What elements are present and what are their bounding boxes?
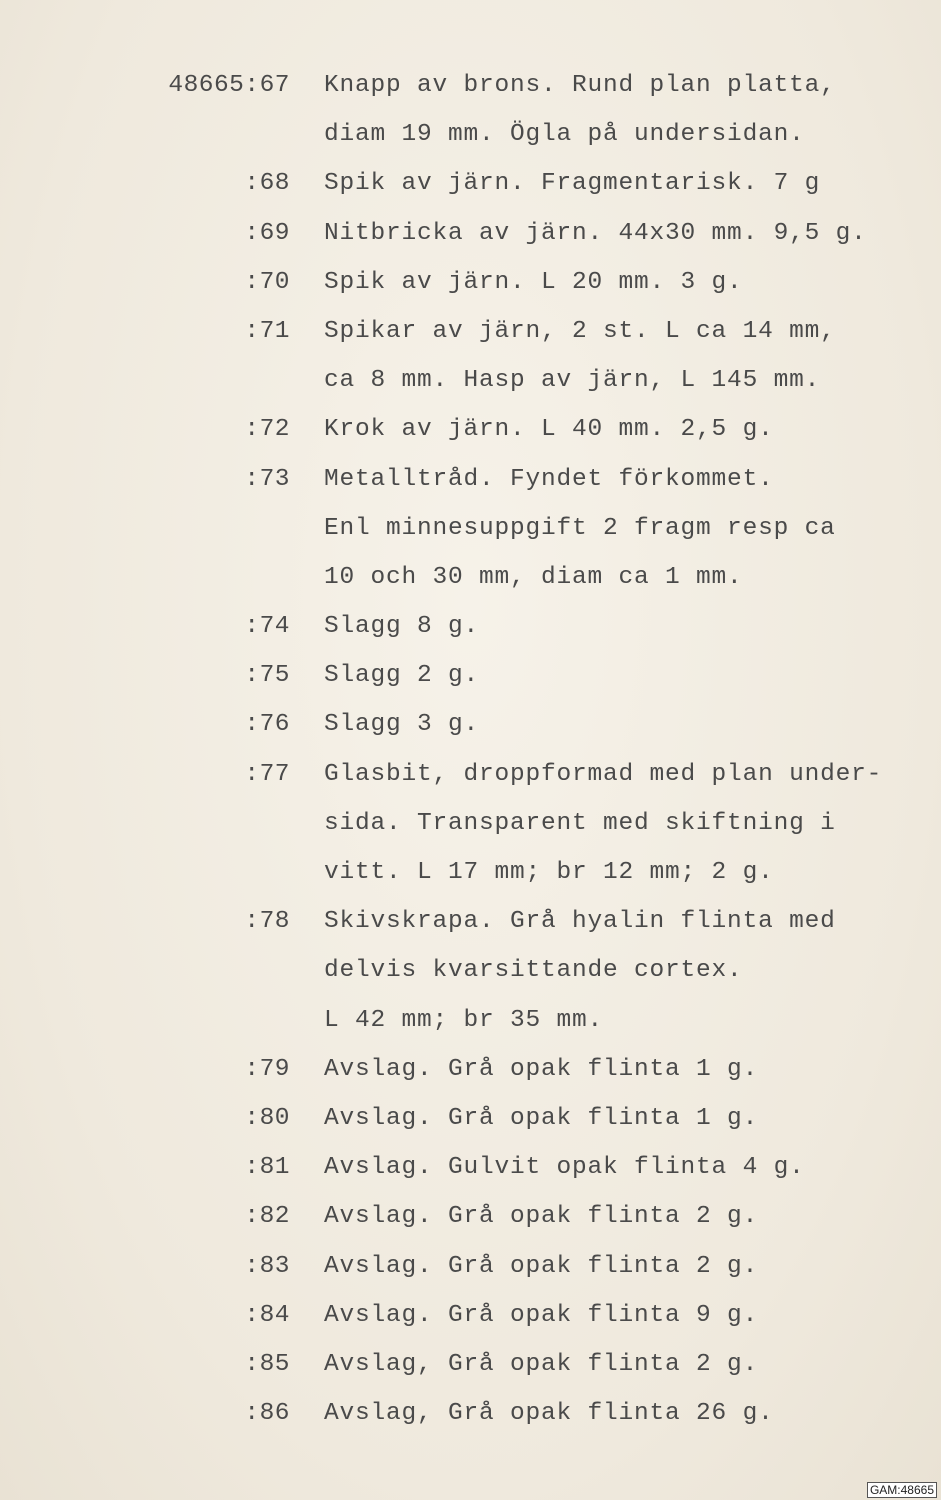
entry-text: Knapp av brons. Rund plan platta, [324, 72, 836, 99]
catalog-entries [0, 68, 941, 1445]
entry-number: :82 [244, 1203, 290, 1231]
entry-row [0, 1150, 941, 1199]
entry-text: delvis kvarsittande cortex. [324, 957, 743, 985]
entry-number: :70 [244, 268, 290, 296]
archive-stamp: GAM:48665 [867, 1482, 937, 1498]
entry-text: L 42 mm; br 35 mm. [324, 1006, 604, 1034]
entry-text: Metalltråd. Fyndet förkommet. [324, 465, 774, 493]
entry-row [0, 412, 941, 461]
entry-text: Avslag. Grå opak flinta 2 g. [324, 1252, 759, 1280]
entry-text: Avslag, Grå opak flinta 26 g. [324, 1400, 774, 1428]
entry-continuation-row [0, 560, 941, 609]
entry-number: :83 [244, 1252, 290, 1280]
entry-text: Glasbit, droppformad med plan under- [324, 760, 883, 788]
entry-number: :71 [244, 317, 290, 345]
entry-number: :69 [244, 219, 290, 247]
entry-text: Slagg 2 g. [324, 662, 480, 690]
entry-continuation-row [0, 855, 941, 904]
entry-row [0, 609, 941, 658]
entry-number: :80 [244, 1104, 290, 1132]
entry-number: :85 [244, 1350, 290, 1378]
entry-row [0, 904, 941, 953]
entry-text: Avslag. Grå opak flinta 2 g. [324, 1203, 759, 1231]
entry-row [0, 1396, 941, 1445]
entry-number: :73 [244, 465, 290, 493]
entry-number: :75 [244, 662, 290, 690]
entry-row [0, 757, 941, 806]
entry-text: ca 8 mm. Hasp av järn, L 145 mm. [324, 367, 821, 395]
entry-text: Spik av järn. L 20 mm. 3 g. [324, 268, 743, 296]
entry-number: 48665:67 [168, 72, 290, 99]
entry-text: Avslag. Gulvit opak flinta 4 g. [324, 1154, 805, 1182]
entry-row [0, 1347, 941, 1396]
entry-number: :74 [244, 613, 290, 641]
entry-text: Slagg 8 g. [324, 613, 480, 641]
entry-text: 10 och 30 mm, diam ca 1 mm. [324, 563, 743, 591]
entry-text: Avslag. Grå opak flinta 1 g. [324, 1104, 759, 1132]
entry-row [0, 1052, 941, 1101]
entry-row [0, 265, 941, 314]
entry-text: Enl minnesuppgift 2 fragm resp ca [324, 514, 836, 542]
entry-row [0, 314, 941, 363]
entry-row [0, 462, 941, 511]
entry-row [0, 166, 941, 215]
entry-row [0, 1298, 941, 1347]
entry-text: Avslag. Grå opak flinta 1 g. [324, 1055, 759, 1083]
entry-continuation-row [0, 363, 941, 412]
entry-row [0, 1199, 941, 1248]
entry-continuation-row [0, 1003, 941, 1052]
entry-text: Avslag, Grå opak flinta 2 g. [324, 1350, 759, 1378]
entry-number: :68 [244, 170, 290, 198]
entry-number: :84 [244, 1301, 290, 1329]
entry-row [0, 658, 941, 707]
entry-number: :77 [244, 760, 290, 788]
entry-number: :81 [244, 1154, 290, 1182]
entry-row [0, 1101, 941, 1150]
entry-row [0, 1249, 941, 1298]
entry-continuation-row [0, 511, 941, 560]
entry-number: :76 [244, 711, 290, 739]
entry-text: Krok av järn. L 40 mm. 2,5 g. [324, 416, 774, 444]
entry-number: :72 [244, 416, 290, 444]
entry-text: vitt. L 17 mm; br 12 mm; 2 g. [324, 859, 774, 886]
entry-text: sida. Transparent med skiftning i [324, 809, 836, 837]
entry-number: :79 [244, 1055, 290, 1083]
entry-number: :86 [244, 1400, 290, 1428]
entry-continuation-row [0, 117, 941, 166]
entry-row [0, 216, 941, 265]
entry-text: Nitbricka av järn. 44x30 mm. 9,5 g. [324, 219, 867, 247]
entry-text: Spik av järn. Fragmentarisk. 7 g [324, 170, 821, 198]
entry-text: Skivskrapa. Grå hyalin flinta med [324, 908, 836, 936]
entry-text: Spikar av järn, 2 st. L ca 14 mm, [324, 317, 836, 345]
entry-text: Slagg 3 g. [324, 711, 480, 739]
entry-text: Avslag. Grå opak flinta 9 g. [324, 1301, 759, 1329]
entry-row [0, 68, 941, 117]
entry-continuation-row [0, 953, 941, 1002]
entry-row [0, 707, 941, 756]
entry-continuation-row [0, 806, 941, 855]
entry-number: :78 [244, 908, 290, 936]
entry-text: diam 19 mm. Ögla på undersidan. [324, 121, 805, 149]
